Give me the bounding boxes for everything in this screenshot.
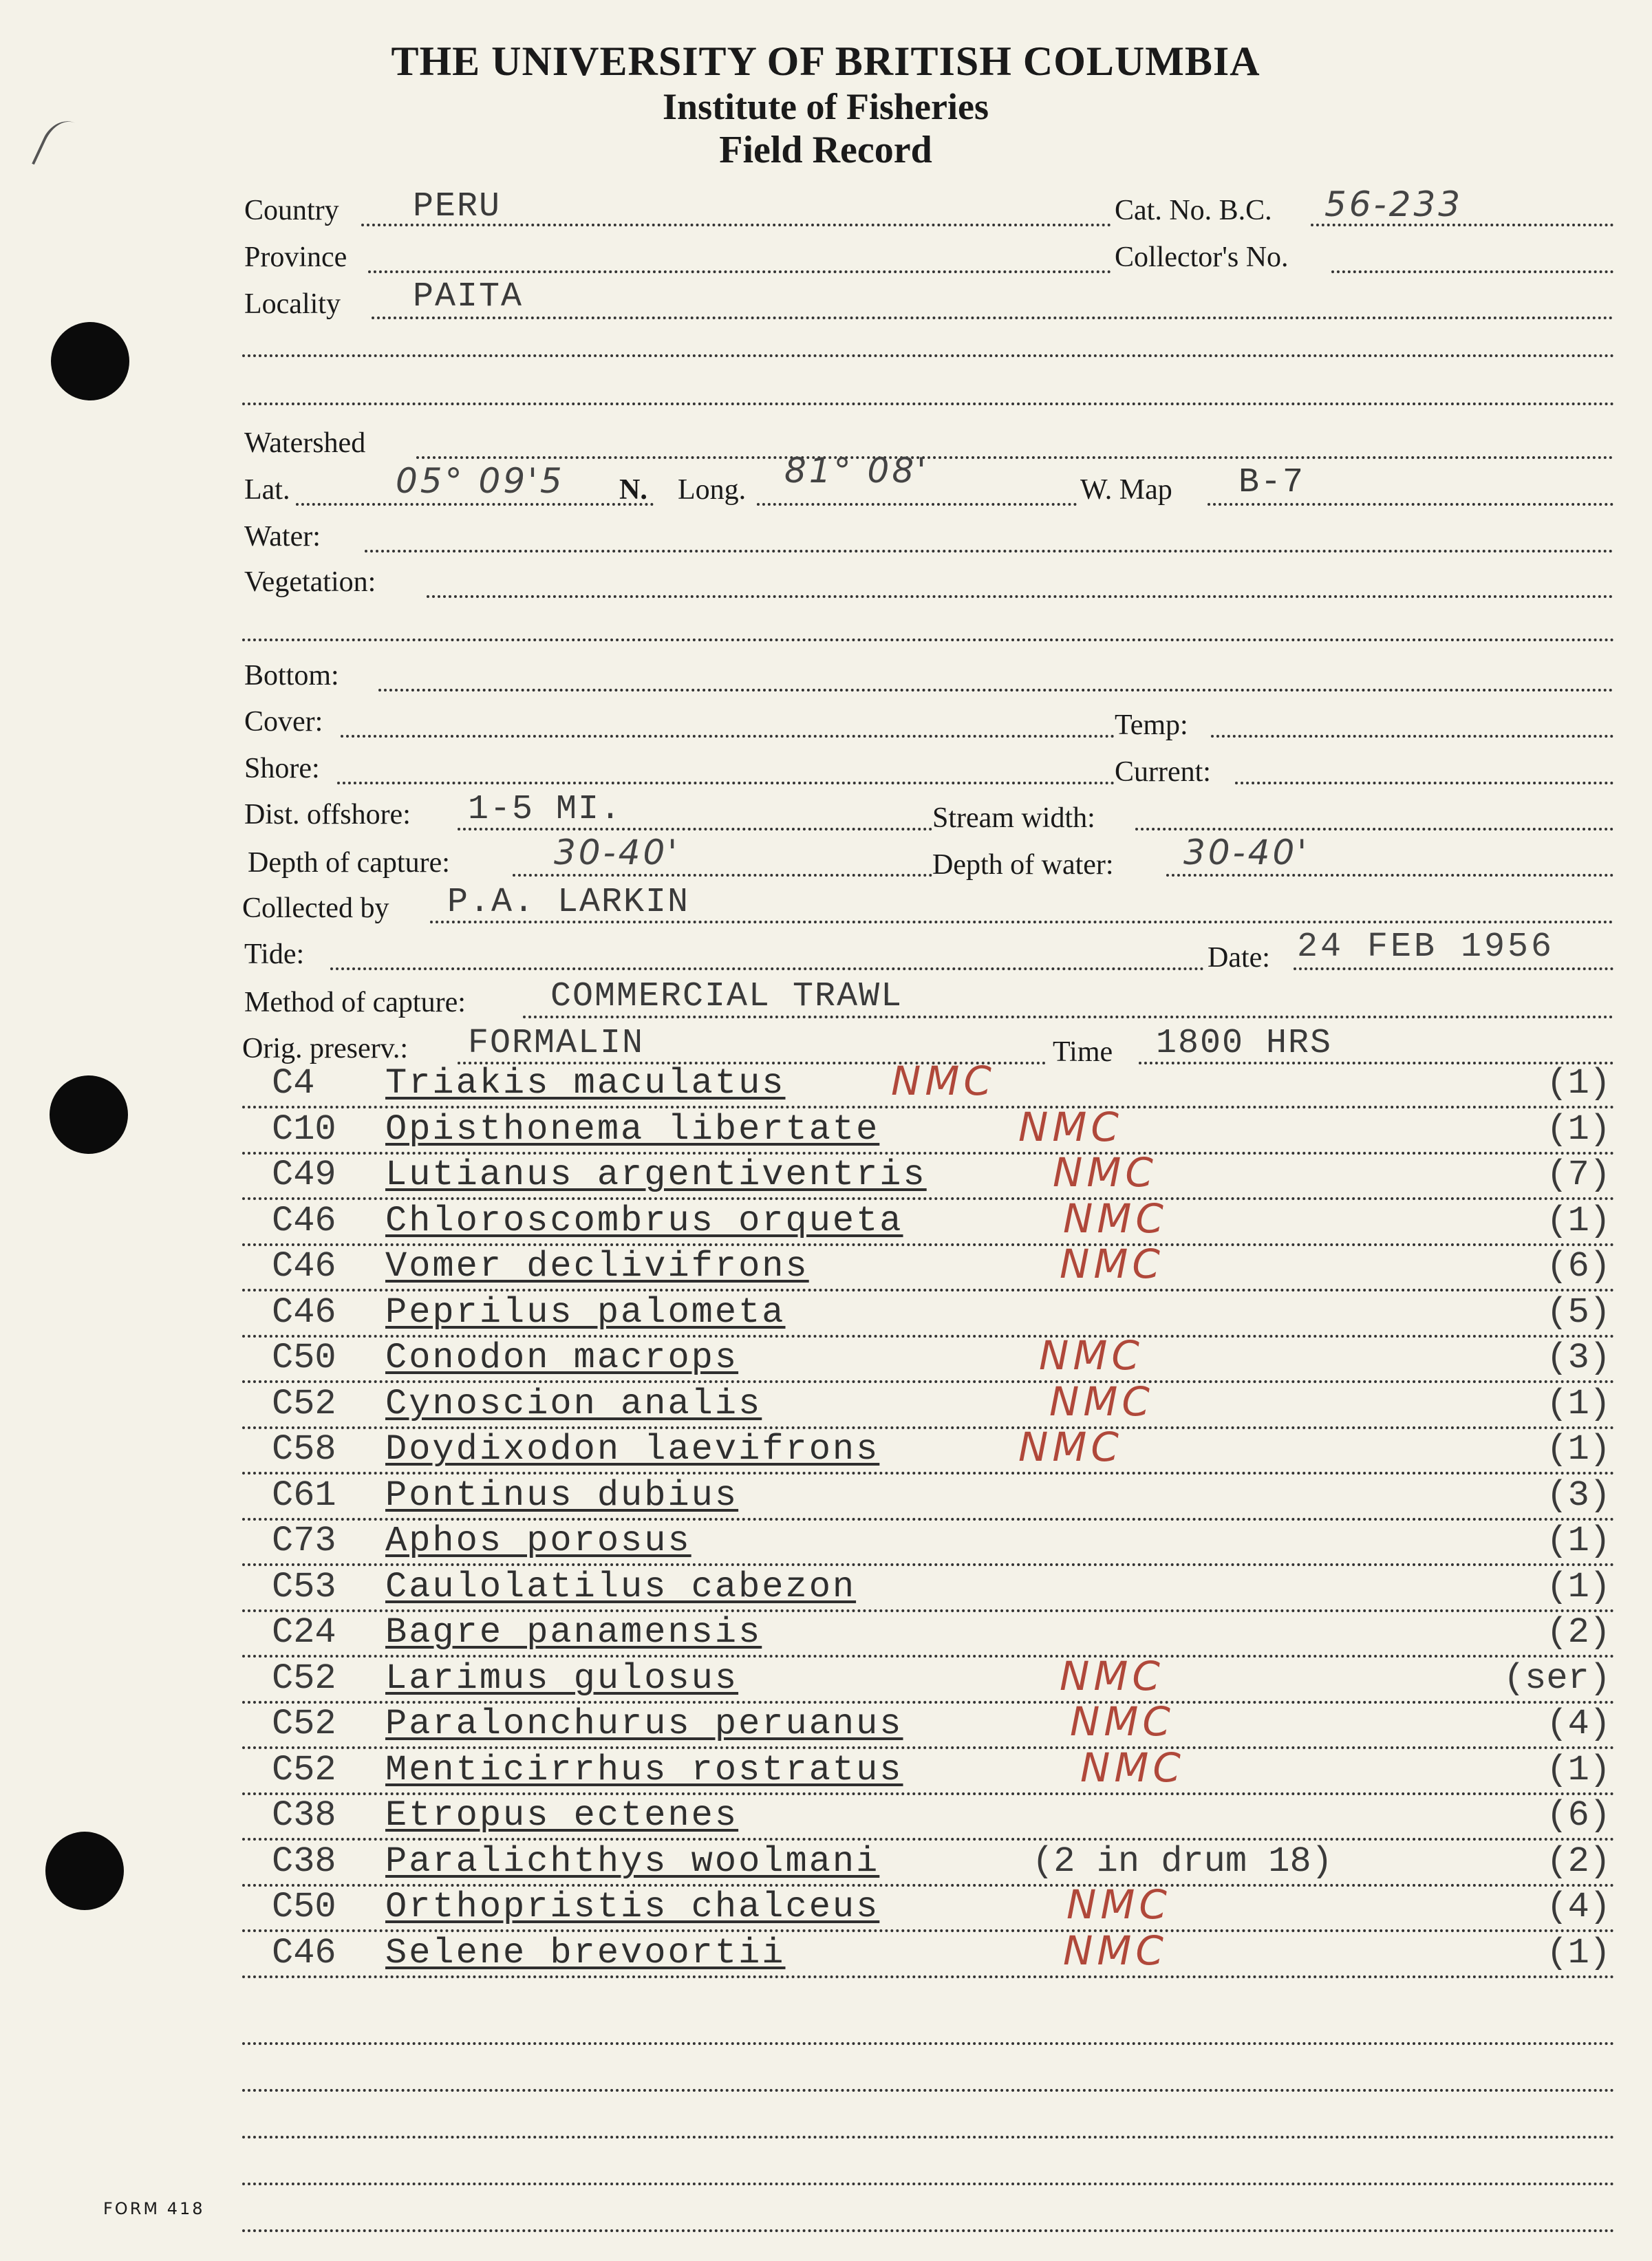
- depth-capture-line: [513, 874, 932, 877]
- species-name: Paralichthys woolmani: [385, 1841, 880, 1882]
- species-count: (2): [1546, 1612, 1611, 1653]
- nmc-annotation: NMC: [1063, 1195, 1168, 1242]
- province-line: [368, 270, 1111, 273]
- form-number: FORM 418: [103, 2199, 205, 2218]
- university-title: THE UNIVERSITY OF BRITISH COLUMBIA: [391, 39, 1261, 84]
- species-row-line: [242, 1380, 1615, 1383]
- species-code: C38: [272, 1795, 336, 1836]
- species-code: C46: [272, 1201, 336, 1241]
- blank-line-5: [242, 2229, 1615, 2232]
- vegetation-line-2: [242, 639, 1615, 641]
- species-code: C4: [272, 1063, 315, 1104]
- vegetation-label: Vegetation:: [244, 566, 376, 598]
- locality-label: Locality: [244, 288, 341, 320]
- species-code: C58: [272, 1429, 336, 1470]
- species-extra-note: (2 in drum 18): [1032, 1841, 1333, 1882]
- temp-line: [1211, 735, 1613, 738]
- dist-label: Dist. offshore:: [244, 799, 411, 831]
- depth-water-label: Depth of water:: [932, 849, 1114, 881]
- species-code: C73: [272, 1521, 336, 1561]
- collector-no-line: [1331, 270, 1613, 273]
- long-value: 81° 08': [784, 451, 929, 491]
- species-row-line: [242, 1975, 1615, 1978]
- country-label: Country: [244, 195, 339, 226]
- species-count: (1): [1546, 1201, 1611, 1241]
- species-code: C38: [272, 1841, 336, 1882]
- date-label: Date:: [1208, 942, 1270, 974]
- locality-line: [372, 317, 1613, 319]
- vegetation-line: [427, 595, 1613, 598]
- current-line: [1235, 782, 1613, 784]
- blank-line-1: [242, 2042, 1615, 2045]
- species-count: (5): [1546, 1292, 1611, 1333]
- species-row-line: [242, 1838, 1615, 1841]
- nmc-annotation: NMC: [891, 1058, 996, 1104]
- species-code: C61: [272, 1475, 336, 1516]
- long-line: [757, 503, 1077, 506]
- depth-capture-label: Depth of capture:: [248, 847, 450, 879]
- species-count: (ser): [1503, 1658, 1611, 1699]
- species-count: (1): [1546, 1109, 1611, 1150]
- species-name: Chloroscombrus orqueta: [385, 1201, 903, 1241]
- nmc-annotation: NMC: [1070, 1698, 1174, 1745]
- nmc-annotation: NMC: [1060, 1653, 1164, 1700]
- locality-line-2: [242, 354, 1615, 357]
- depth-water-line: [1166, 874, 1613, 877]
- species-count: (7): [1546, 1155, 1611, 1195]
- species-count: (4): [1546, 1704, 1611, 1744]
- collected-value: P.A. LARKIN: [447, 883, 690, 922]
- species-code: C52: [272, 1384, 336, 1424]
- species-name: Bagre panamensis: [385, 1612, 762, 1653]
- species-code: C10: [272, 1109, 336, 1150]
- species-name: Doydixodon laevifrons: [385, 1429, 880, 1470]
- species-name: Peprilus palometa: [385, 1292, 786, 1333]
- species-code: C52: [272, 1658, 336, 1699]
- species-code: C53: [272, 1567, 336, 1607]
- depth-capture-value: 30-40': [554, 833, 680, 872]
- species-name: Triakis maculatus: [385, 1063, 786, 1104]
- nmc-annotation: NMC: [1063, 1927, 1168, 1974]
- stream-line: [1135, 828, 1613, 831]
- species-name: Orthopristis chalceus: [385, 1887, 880, 1927]
- punch-hole-top: [51, 322, 129, 400]
- species-code: C49: [272, 1155, 336, 1195]
- species-name: Selene brevoortii: [385, 1933, 786, 1973]
- species-code: C46: [272, 1292, 336, 1333]
- species-name: Etropus ectenes: [385, 1795, 739, 1836]
- species-row-line: [242, 1472, 1615, 1475]
- species-code: C52: [272, 1704, 336, 1744]
- locality-line-3: [242, 403, 1615, 405]
- species-count: (1): [1546, 1429, 1611, 1470]
- collector-no-label: Collector's No.: [1115, 242, 1289, 273]
- water-label: Water:: [244, 521, 321, 553]
- catno-value: 56-233: [1324, 184, 1463, 224]
- species-row-line: [242, 1289, 1615, 1292]
- preserv-label: Orig. preserv.:: [242, 1033, 409, 1064]
- species-code: C46: [272, 1246, 336, 1287]
- species-name: Cynoscion analis: [385, 1384, 762, 1424]
- form-header: [241, 38, 1410, 172]
- time-value: 1800 HRS: [1156, 1024, 1333, 1063]
- tide-line: [330, 967, 1204, 970]
- country-value: PERU: [413, 187, 502, 226]
- species-code: C52: [272, 1750, 336, 1790]
- nmc-annotation: NMC: [1039, 1332, 1144, 1379]
- preserv-value: FORMALIN: [468, 1024, 645, 1063]
- cover-line: [341, 735, 1115, 738]
- shore-line: [337, 782, 1115, 784]
- wmap-label: W. Map: [1080, 474, 1172, 506]
- species-count: (1): [1546, 1521, 1611, 1561]
- current-label: Current:: [1115, 756, 1211, 788]
- species-count: (2): [1546, 1841, 1611, 1882]
- species-row-line: [242, 1746, 1615, 1749]
- method-value: COMMERCIAL TRAWL: [550, 977, 903, 1016]
- tide-label: Tide:: [244, 939, 305, 970]
- species-code: C46: [272, 1933, 336, 1973]
- date-line: [1294, 967, 1613, 970]
- temp-label: Temp:: [1115, 709, 1188, 741]
- watershed-line: [416, 456, 1613, 459]
- locality-value: PAITA: [413, 277, 524, 317]
- lat-line: [296, 503, 654, 506]
- nmc-annotation: NMC: [1053, 1149, 1157, 1196]
- species-name: Menticirrhus rostratus: [385, 1750, 903, 1790]
- lat-label: Lat.: [244, 474, 290, 506]
- record-title: Field Record: [719, 129, 932, 172]
- species-row-line: [242, 1655, 1615, 1658]
- blank-line-3: [242, 2136, 1615, 2139]
- species-name: Aphos porosus: [385, 1521, 691, 1561]
- stream-label: Stream width:: [932, 802, 1095, 834]
- species-row-line: [242, 1106, 1615, 1108]
- species-count: (6): [1546, 1246, 1611, 1287]
- species-count: (1): [1546, 1933, 1611, 1973]
- blank-line-2: [242, 2089, 1615, 2092]
- depth-water-value: 30-40': [1183, 833, 1310, 872]
- watershed-label: Watershed: [244, 427, 366, 459]
- species-name: Paralonchurus peruanus: [385, 1704, 903, 1744]
- species-count: (1): [1546, 1567, 1611, 1607]
- nmc-annotation: NMC: [1080, 1744, 1185, 1791]
- collected-label: Collected by: [242, 892, 389, 924]
- blank-line-4: [242, 2183, 1615, 2185]
- province-label: Province: [244, 242, 347, 273]
- species-count: (3): [1546, 1338, 1611, 1378]
- species-count: (3): [1546, 1475, 1611, 1516]
- wmap-value: B-7: [1238, 463, 1305, 502]
- shore-label: Shore:: [244, 753, 320, 784]
- nmc-annotation: NMC: [1018, 1424, 1123, 1470]
- margin-tick-mark: [32, 114, 95, 182]
- species-name: Conodon macrops: [385, 1338, 739, 1378]
- nmc-annotation: NMC: [1066, 1881, 1171, 1928]
- species-row-line: [242, 1197, 1615, 1200]
- species-row-line: [242, 1563, 1615, 1566]
- lat-value: 05° 09'5: [396, 461, 565, 501]
- species-code: C24: [272, 1612, 336, 1653]
- species-code: C50: [272, 1338, 336, 1378]
- institute-title: Institute of Fisheries: [663, 86, 989, 127]
- time-label: Time: [1053, 1036, 1113, 1068]
- species-row-line: [242, 1929, 1615, 1932]
- nmc-annotation: NMC: [1060, 1241, 1164, 1287]
- bottom-line: [378, 689, 1613, 692]
- punch-hole-bottom: [45, 1832, 124, 1910]
- cover-label: Cover:: [244, 706, 323, 738]
- nmc-annotation: NMC: [1018, 1104, 1123, 1150]
- nmc-annotation: NMC: [1049, 1378, 1154, 1425]
- punch-hole-middle: [50, 1075, 128, 1154]
- species-name: Larimus gulosus: [385, 1658, 739, 1699]
- species-name: Opisthonema libertate: [385, 1109, 880, 1150]
- species-code: C50: [272, 1887, 336, 1927]
- species-name: Caulolatilus cabezon: [385, 1567, 857, 1607]
- species-count: (1): [1546, 1750, 1611, 1790]
- bottom-label: Bottom:: [244, 660, 339, 692]
- species-count: (6): [1546, 1795, 1611, 1836]
- lat-suffix: N.: [619, 474, 647, 506]
- species-name: Lutianus argentiventris: [385, 1155, 927, 1195]
- catno-label: Cat. No. B.C.: [1115, 195, 1272, 226]
- long-label: Long.: [678, 474, 747, 506]
- method-label: Method of capture:: [244, 987, 466, 1018]
- dist-value: 1-5 MI.: [468, 790, 623, 829]
- wmap-line: [1208, 503, 1613, 506]
- species-count: (1): [1546, 1384, 1611, 1424]
- species-count: (1): [1546, 1063, 1611, 1104]
- water-line: [365, 550, 1613, 553]
- date-value: 24 FEB 1956: [1297, 928, 1555, 967]
- species-name: Vomer declivifrons: [385, 1246, 809, 1287]
- species-count: (4): [1546, 1887, 1611, 1927]
- species-name: Pontinus dubius: [385, 1475, 739, 1516]
